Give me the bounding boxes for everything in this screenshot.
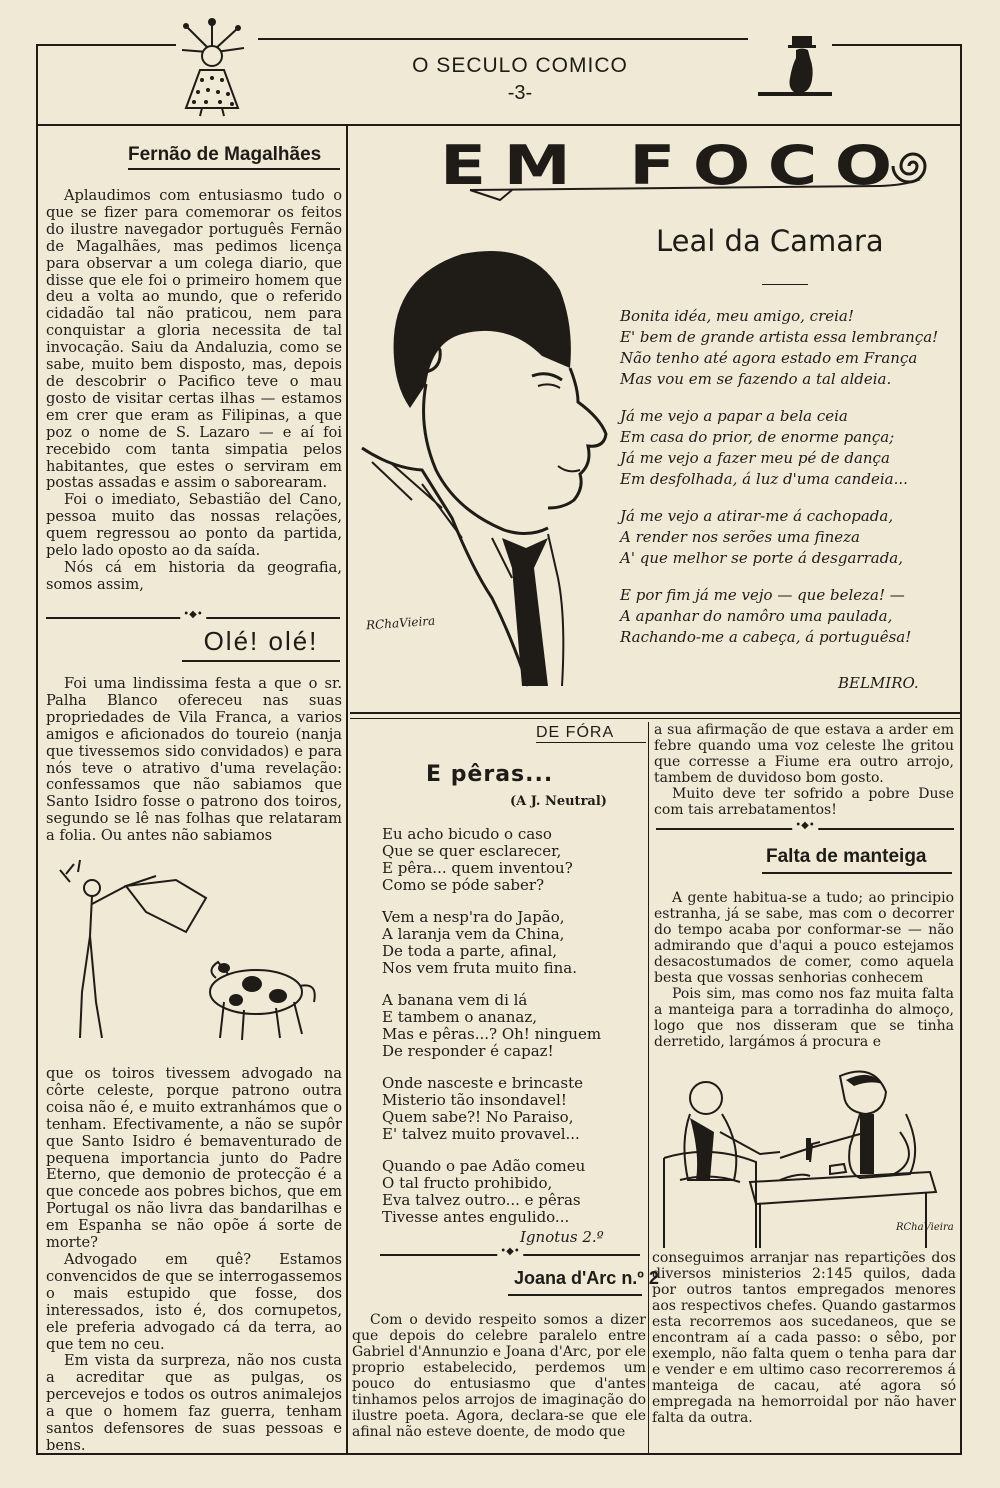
cat-silhouette-icon [756, 34, 834, 98]
subject-name: Leal da Camara [656, 224, 884, 258]
bullfight-illustration [56, 852, 326, 1052]
verse-line: E tambem o ananaz, [382, 1008, 538, 1026]
verse-line: Quem sabe?! No Paraiso, [382, 1108, 574, 1126]
doll-mascot-icon [172, 16, 252, 118]
article-fernao-de-magalhaes [46, 188, 342, 594]
paragraph: Foi o imediato, Sebastião del Cano, pessoa muito das nossas relações, quem regressou ao ponto da partida, pelo lado oposto ao da saída. [46, 491, 342, 560]
verse-line: A banana vem di lá [382, 991, 528, 1009]
em-foco-flourish-icon [440, 180, 940, 210]
heading-falta-de-manteiga: Falta de manteiga [766, 846, 927, 867]
article-falta-de-manteiga-part2 [652, 1250, 956, 1426]
paragraph: Em vista da surpreza, não nos custa a acreditar que as pulgas, os percevejos e todos os outros animalejos a que o homem faz guerra, tenham santos defensores de suas pessoas e bens. [46, 1352, 342, 1454]
verse-line: Já me vejo a fazer meu pé de dança [620, 449, 890, 467]
verse-line: Mas vou em se fazendo a tal aldeia. [620, 370, 892, 388]
poem-leal-da-camara [620, 306, 958, 664]
heading-joana-darc: Joana d'Arc n.º 2 [514, 1268, 659, 1288]
article-ole-ole-part1 [46, 676, 342, 845]
poem-e-peras-signature: Ignotus 2.º [520, 1228, 604, 1246]
paragraph: Nós cá em historia da geografia, somos assim, [46, 558, 342, 593]
newspaper-title: O SECULO COMICO [412, 54, 628, 77]
article-continuation [654, 722, 954, 818]
verse-line: O tal fructo prohibido, [382, 1174, 553, 1192]
article-ole-ole-part2 [46, 1066, 342, 1455]
verse-line: De toda a parte, afinal, [382, 942, 558, 960]
page-number: -3- [507, 82, 533, 104]
spiral-ornament-icon [888, 144, 938, 188]
verse-line: Quando o pae Adão comeu [382, 1157, 586, 1175]
verse-line: Rachando-me a cabeça, á portuguêsa! [620, 628, 912, 646]
verse-line: Em desfolhada, á luz d'uma candeia... [620, 470, 908, 488]
paragraph: A gente habitua-se a tudo; ao principio estranha, já se sabe, mas com o decorrer do tempo acaba por conformar-se — não admirando que d'aqui a pouco estejamos desacostumados de comer, como aquela besta que vossas senhorias conhecem [654, 890, 954, 986]
heading-fernao-de-magalhaes: Fernão de Magalhães [128, 144, 322, 165]
verse-line: E' talvez muito provavel... [382, 1125, 580, 1143]
verse-line: E pêra... quem inventou? [382, 859, 573, 877]
section-de-fora: DE FÓRA [536, 724, 615, 741]
paragraph: Foi uma lindissima festa a que o sr. Palha Blanco ofereceu nas suas propriedades de Vila Franca, a varios amigos e aficionados do toureio (nanja que tivessemos sido convidados) e para nós teve o atrativo d'uma revelação: confessamos que não sabiamos que Santo Isidro fosse o patrono dos toiros, segundo se lê nas folhas que relataram a folia. Ou antes não sabiamos [46, 675, 342, 845]
poem-dedication: (A J. Neutral) [510, 794, 607, 809]
verse-line: E por fim já me vejo — que beleza! — [620, 586, 905, 604]
verse-line: Já me vejo a papar a bela ceia [620, 407, 848, 425]
verse-line: A' que melhor se porte á desgarrada, [620, 549, 904, 567]
verse-line: A apanhar do namôro uma paulada, [620, 607, 893, 625]
poem-signature: BELMIRO. [838, 674, 919, 692]
paragraph: Advogado em quê? Estamos convencidos de que se interrogassemos o mais estupido que fosse, dos interessados, isto é, dos cornupetos, ele preferia advogado cá da terra, ao que tem no ceu. [46, 1250, 342, 1353]
poem-e-peras [382, 826, 644, 1226]
verse-line: Eu acho bicudo o caso [382, 825, 552, 843]
paragraph: Com o devido respeito somos a dizer que depois do celebre paralelo entre Gabriel d'Annunzio e Joana d'Arc, por ele proprio estabelecido, perdemos um pouco do entusiasmo que d'antes tinhamos pelos arrojos de imaginação do ilustre poeta. Agora, declara-se que ele afinal não esteve doente, de modo que [352, 1312, 646, 1440]
illustration-signature: RChaVieira [896, 1222, 954, 1233]
verse-line: Tivesse antes engulido... [382, 1208, 570, 1226]
verse-line: Onde nasceste e brincaste [382, 1074, 583, 1092]
verse-line: A laranja vem da China, [382, 925, 565, 943]
verse-line: Que se quer esclarecer, [382, 842, 562, 860]
verse-line: Misterio tão insondavel! [382, 1091, 567, 1109]
verse-line: Não tenho até agora estado em França [620, 349, 918, 367]
paragraph: Pois sim, mas como nos faz muita falta a manteiga para a torradinha do almoço, logo que nos disseram que se tinha derretido, largámos á procura e [654, 986, 954, 1050]
paragraph: que os toiros tivessem advogado na côrte celeste, porque patrono outra coisa não é, e muito extranhámos que o tenham. Efectivamente, a não se supôr que Santo Isidro é bemaventurado de pequena importancia junto do Padre Eterno, que demonio de protecção é a que concede aos pobres bichos, que em Portugal os não livra das bandarilhas e em Espanha se não opõe á sorte de morte? [46, 1065, 342, 1252]
verse-line: Em casa do prior, de enorme pança; [620, 428, 895, 446]
verse-line: A render nos serões uma fineza [620, 528, 860, 546]
caricature-signature: RChaVieira [365, 613, 436, 633]
verse-line: Bonita idéa, meu amigo, creia! [620, 307, 854, 325]
verse-line: Vem a nesp'ra do Japão, [382, 908, 565, 926]
verse-line: Como se póde saber? [382, 876, 545, 894]
verse-line: Eva talvez outro... e pêras [382, 1191, 581, 1209]
heading-ole-ole: Olé! olé! [203, 626, 319, 656]
article-joana-darc [352, 1312, 646, 1440]
article-falta-de-manteiga-part1 [654, 890, 954, 1050]
verse-line: Já me vejo a atirar-me á cachopada, [620, 507, 894, 525]
paragraph: a sua afirmação de que estava a arder em febre quando uma voz celeste lhe gritou que corresse a Fiume era outro arrojo, tambem de duvidoso bom gosto. [654, 722, 954, 786]
verse-line: De responder é capaz! [382, 1042, 554, 1060]
paragraph: Muito deve ter sofrido a pobre Duse com tais arrebatamentos! [654, 786, 954, 818]
poem-title-e-peras: E pêras... [426, 762, 554, 787]
paragraph: conseguimos arranjar nas repartições dos diversos ministerios 2:145 quilos, dada por outros tantos empregados menores aos respectivos chefes. Quando gastarmos esta recorremos aos sucedaneos, que se encontram aí a cada passo: o sêbo, por exemplo, não falta quem o tenha para dar e vender e em ultimo caso recorreremos á manteiga de cacau, até agora só empregada na hemorroidal por não haver falta da outra. [652, 1250, 956, 1426]
verse-line: Nos vem fruta muito fina. [382, 959, 577, 977]
verse-line: E' bem de grande artista essa lembrança! [620, 328, 939, 346]
verse-line: Mas e pêras...? Oh! ninguem [382, 1025, 602, 1043]
em-foco-banner: EM FOCO [440, 134, 910, 197]
paragraph: Aplaudimos com entusiasmo tudo o que se fizer para comemorar os feitos do ilustre navegador português Fernão de Magalhães, mas pedimos licença para observar a um colega diario, que disse que ele foi o primeiro homem que deu a volta ao mundo, que o referido cidadão tal não praticou, nem para conquistar a gloria necessita de tal invocação. Saiu da Andaluzia, como se sabe, muito bem disposto, mas, depois de descobrir o Pacifico teve o mau gosto de visitar certas ilhas — estamos em crer que eram as Filipinas, a que poz o nome de S. Lazaro — e aí foi recebido com tanta simpatia pelos habitantes, que estes o serviram em postas assadas e assim o saborearam. [46, 187, 342, 492]
